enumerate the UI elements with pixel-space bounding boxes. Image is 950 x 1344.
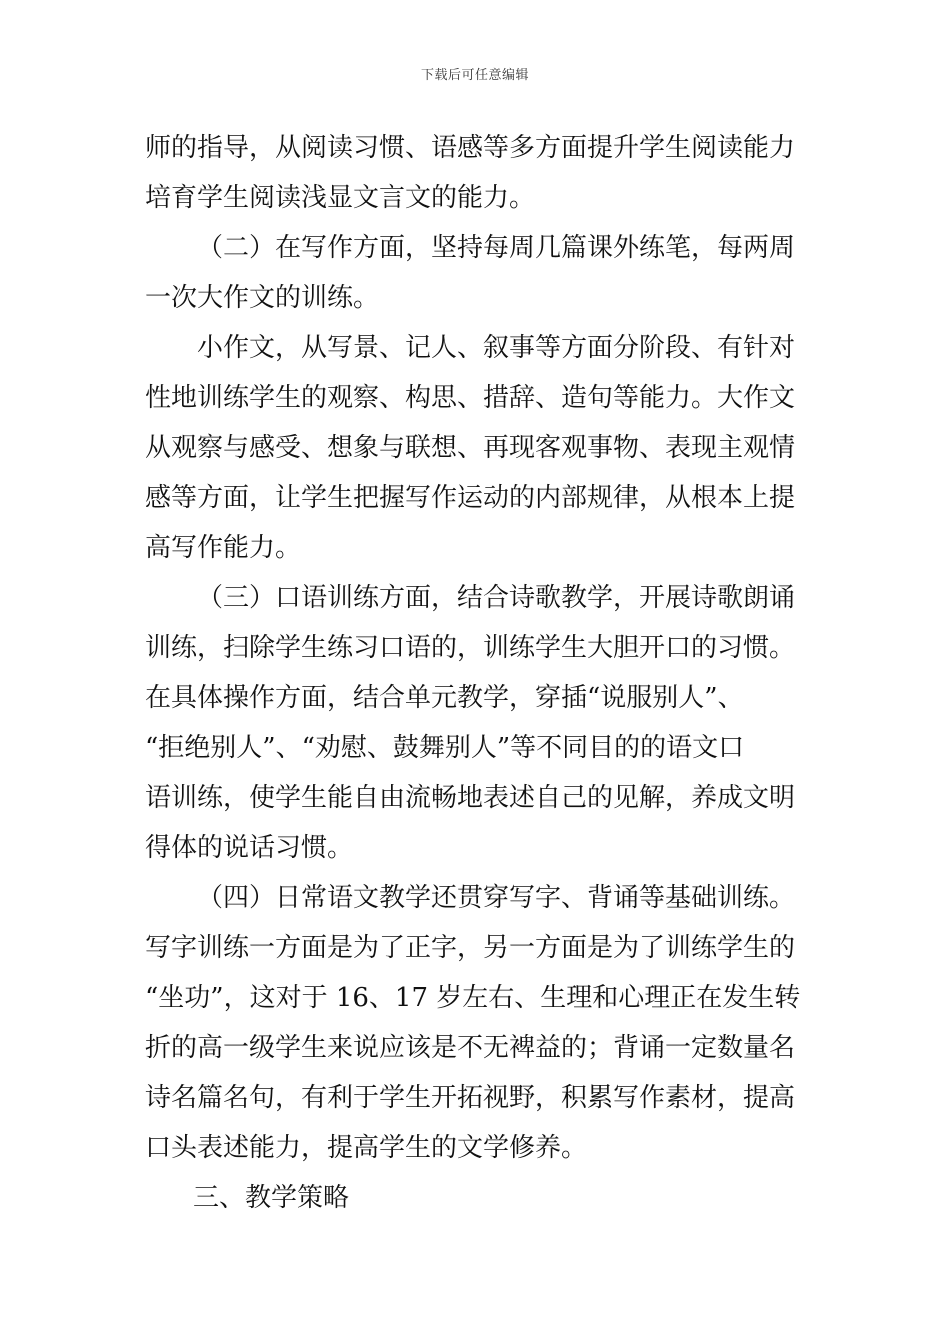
document-body	[145, 123, 807, 1223]
page-header: 下载后可任意编辑	[420, 68, 529, 83]
paragraph-start: 小作文，从写景、记人、叙事等方面分阶段、有针对	[197, 333, 796, 363]
paragraph-start: （三）口语训练方面，结合诗歌教学，开展诗歌朗诵	[197, 583, 796, 613]
text-line: 高写作能力。	[145, 533, 302, 563]
text-line: 一次大作文的训练。	[145, 283, 380, 313]
text-line: “拒绝别人”、“劝慰、鼓舞别人”等不同目的的语文口	[145, 733, 745, 763]
paragraph-start: （二）在写作方面，坚持每周几篇课外练笔，每两周	[197, 233, 796, 263]
text-line: 口头表述能力，提高学生的文学修养。	[145, 1133, 588, 1163]
text-line: 在具体操作方面，结合单元教学，穿插“说服别人”、	[145, 683, 744, 713]
text-line: “坐功”，这对于 16、17 岁左右、生理和心理正在发生转	[145, 983, 801, 1013]
text-line: 从观察与感受、想象与联想、再现客观事物、表现主观情	[145, 433, 796, 463]
text-line: 培育学生阅读浅显文言文的能力。	[145, 183, 536, 213]
section-heading: 三、教学策略	[193, 1183, 350, 1213]
text-line: 感等方面，让学生把握写作运动的内部规律，从根本上提	[145, 483, 796, 513]
paragraph-start: （四）日常语文教学还贯穿写字、背诵等基础训练。	[197, 883, 796, 913]
text-line: 写字训练一方面是为了正字，另一方面是为了训练学生的	[145, 933, 796, 963]
text-line: 得体的说话习惯。	[145, 833, 354, 863]
text-line: 折的高一级学生来说应该是不无裨益的；背诵一定数量名	[145, 1033, 796, 1063]
text-line: 师的指导，从阅读习惯、语感等多方面提升学生阅读能力	[145, 133, 796, 163]
text-line: 诗名篇名句，有利于学生开拓视野，积累写作素材，提高	[145, 1083, 796, 1113]
text-line: 性地训练学生的观察、构思、措辞、造句等能力。大作文	[145, 383, 796, 413]
text-line: 语训练，使学生能自由流畅地表述自己的见解，养成文明	[145, 783, 796, 813]
text-line: 训练，扫除学生练习口语的，训练学生大胆开口的习惯。	[145, 633, 796, 663]
